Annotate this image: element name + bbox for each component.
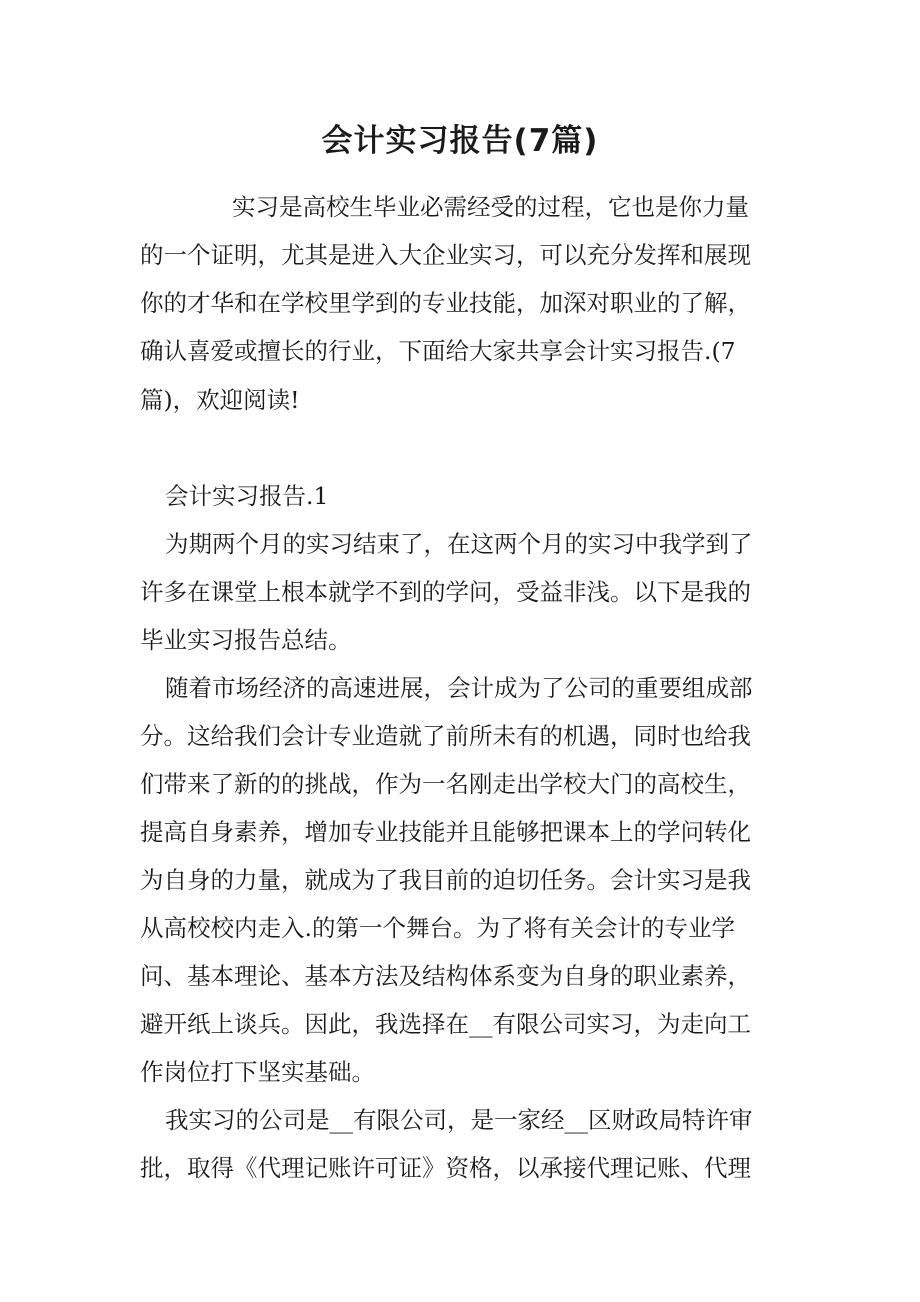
paragraph-line: 提高自身素养，增加专业技能并且能够把课本上的学问转化	[140, 818, 751, 846]
paragraph-line: 随着市场经济的高速进展，会计成为了公司的重要组成部	[165, 674, 753, 702]
document-title: 会计实习报告(7篇)	[321, 123, 599, 159]
intro-line: 确认喜爱或擅长的行业，下面给大家共享会计实习报告.(7	[140, 337, 736, 365]
intro-line: 篇)，欢迎阅读!	[140, 386, 300, 414]
paragraph-line: 我实习的公司是__有限公司，是一家经__区财政局特许审	[165, 1106, 753, 1134]
paragraph-line: 批，取得《代理记账许可证》资格，以承接代理记账、代理	[140, 1154, 751, 1182]
paragraph-line: 为自身的力量，就成为了我目前的迫切任务。会计实习是我	[140, 866, 751, 894]
paragraph-line: 毕业实习报告总结。	[140, 626, 352, 654]
paragraph-line: 许多在课堂上根本就学不到的学问，受益非浅。以下是我的	[140, 578, 751, 606]
paragraph-line: 作岗位打下坚实基础。	[140, 1058, 375, 1086]
paragraph-line: 们带来了新的的挑战，作为一名刚走出学校大门的高校生，	[140, 770, 751, 798]
paragraph-line: 为期两个月的实习结束了，在这两个月的实习中我学到了	[165, 530, 753, 558]
section-heading: 会计实习报告.1	[165, 482, 329, 510]
intro-line: 实习是高校生毕业必需经受的过程，它也是你力量	[232, 193, 749, 221]
paragraph-line: 从高校校内走入.的第一个舞台。为了将有关会计的专业学	[140, 914, 735, 942]
paragraph-line: 避开纸上谈兵。因此，我选择在__有限公司实习，为走向工	[140, 1010, 751, 1038]
intro-line: 你的才华和在学校里学到的专业技能，加深对职业的了解，	[140, 289, 751, 317]
paragraph-line: 分。这给我们会计专业造就了前所未有的机遇，同时也给我	[140, 722, 751, 750]
intro-line: 的一个证明，尤其是进入大企业实习，可以充分发挥和展现	[140, 241, 751, 269]
paragraph-line: 问、基本理论、基本方法及结构体系变为自身的职业素养，	[140, 962, 751, 990]
